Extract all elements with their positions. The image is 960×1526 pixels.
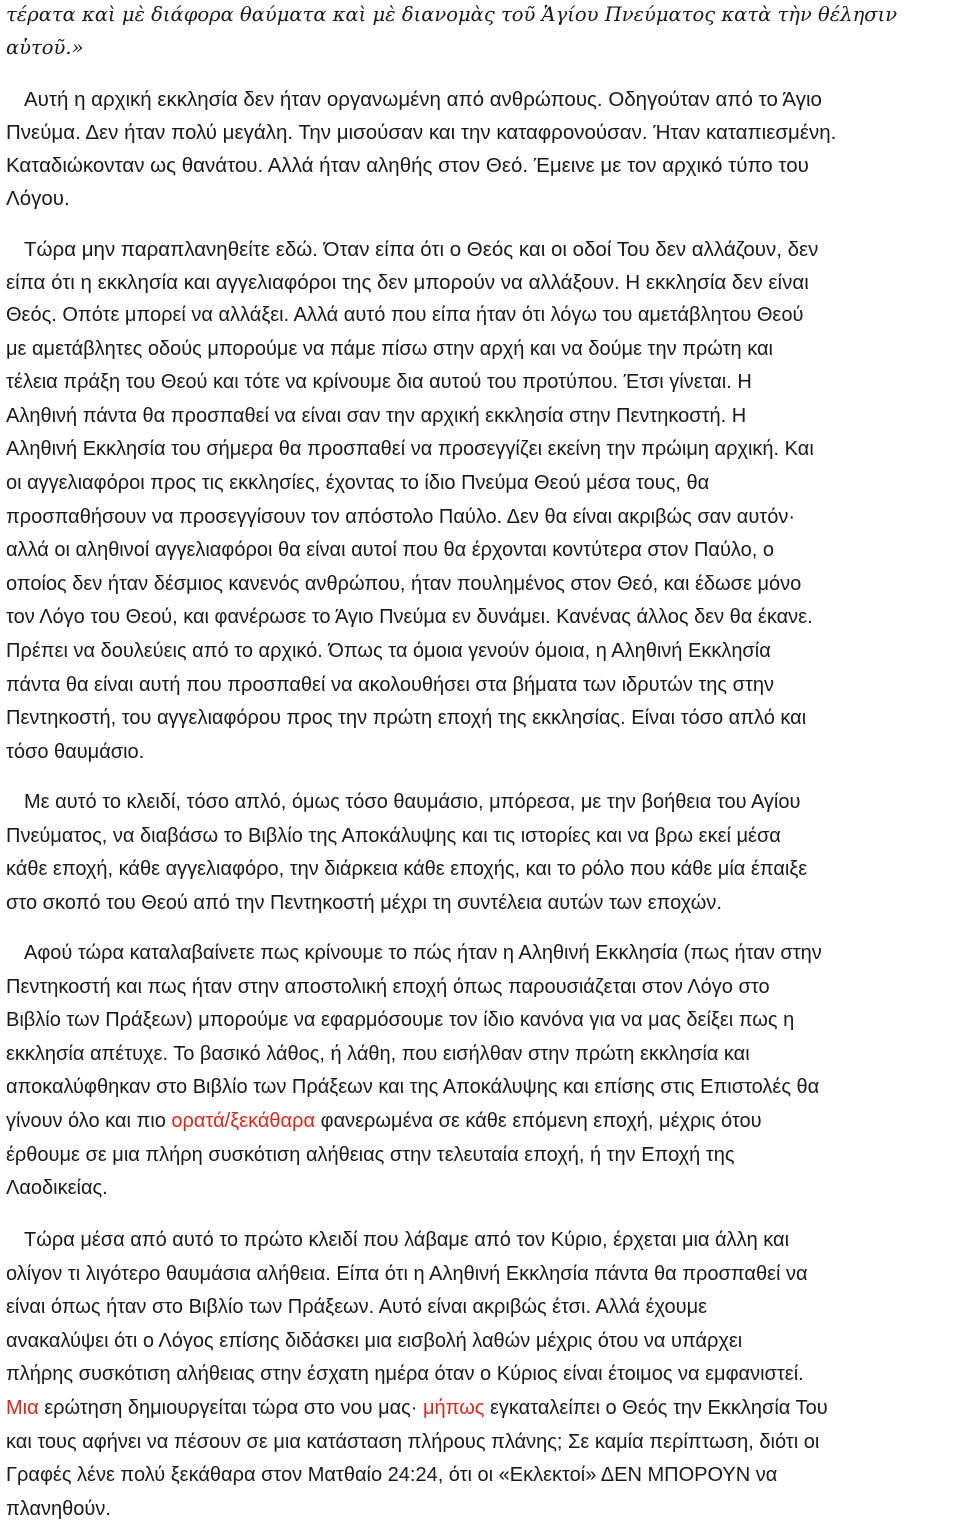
text-line: και τους αφήνει να πέσουν σε μια κατάσταση πλήρους πλάνης; Σε καμία περίπτωση, διότι οι bbox=[6, 1430, 820, 1453]
text-line: Με αυτό το κλειδί, τόσο απλό, όμως τόσο θαυμάσιο, μπόρεσα, με την βοήθεια του Αγίου bbox=[24, 791, 801, 813]
text-line: πλήρης συσκότιση αλήθειας στην έσχατη ημέρα όταν ο Κύριος είναι έτοιμος να εμφανιστεί. bbox=[6, 1363, 804, 1386]
paragraph-2-intro bbox=[6, 233, 819, 299]
quote-line: αὑτοῦ.» bbox=[6, 36, 84, 59]
paragraph-3 bbox=[6, 786, 807, 920]
text-line: Αληθινή πάντα θα προσπαθεί να είναι σαν την αρχική εκκλησία στην Πεντηκοστή. Η bbox=[6, 404, 747, 427]
text-line: Βιβλίο των Πράξεων) μπορούμε να εφαρμόσουμε τον ίδιο κανόνα για να μας δείξει πως η bbox=[6, 1009, 795, 1032]
text-line-with-highlight bbox=[6, 1392, 828, 1426]
text-line: Πρέπει να δουλεύεις από το αρχικό. Όπως τα όμοια γενούν όμοια, η Αληθινή Εκκλησία bbox=[6, 639, 771, 662]
text-line: Θεός. Οπότε μπορεί να αλλάξει. Αλλά αυτό που είπα ήταν ότι λόγω του αμετάβλητου Θεού bbox=[6, 304, 804, 326]
text-line: Πνεύμα. Δεν ήταν πολύ μεγάλη. Την μισούσαν και την καταφρονούσαν. Ήταν καταπιεσμένη. bbox=[6, 121, 837, 144]
text-line: τέλεια πράξη του Θεού και τότε να κρίνουμε δια αυτού του προτύπου. Έτσι γίνεται. Η bbox=[6, 371, 752, 394]
text-line-with-highlight bbox=[6, 1105, 822, 1139]
highlighted-text: Μια bbox=[6, 1396, 39, 1419]
text-line: Γραφές λένε πολύ ξεκάθαρα στον Ματθαίο 24:24, ότι οι «Εκλεκτοί» ΔΕΝ ΜΠΟΡΟΥΝ να bbox=[6, 1464, 778, 1487]
text-line: Πεντηκοστή και πως ήταν στην αποστολική εποχή όπως παρουσιάζεται στον Λόγο στο bbox=[6, 975, 770, 998]
text-line: αλλά οι αληθινοί αγγελιαφόροι θα είναι αυτοί που θα έρχονται κοντύτερα στον Παύλο, ο bbox=[6, 539, 774, 562]
text-segment: γίνουν όλο και πιο bbox=[6, 1109, 172, 1132]
text-line: με αμετάβλητες οδούς μπορούμε να πάμε πίσω στην αρχή και να δούμε την πρώτη και bbox=[6, 337, 773, 360]
text-segment: ερώτηση δημιουργείται τώρα στο νου μας· bbox=[38, 1396, 424, 1419]
text-line: Πεντηκοστή, του αγγελιαφόρου προς την πρώτη εποχή της εκκλησίας. Είναι τόσο απλό και bbox=[6, 707, 807, 730]
text-line: είπα ότι η εκκλησία και αγγελιαφόροι της δεν μπορούν να αλλάξουν. Η εκκλησία δεν είναι bbox=[6, 271, 809, 294]
text-segment: εγκαταλείπει ο Θεός την Εκκλησία Του bbox=[484, 1396, 828, 1419]
text-segment: φανερωμένα σε κάθε επόμενη εποχή, μέχρις ότου bbox=[315, 1109, 762, 1132]
highlighted-text: ορατά/ξεκάθαρα bbox=[171, 1109, 316, 1132]
paragraph-4 bbox=[6, 937, 822, 1206]
text-line: κάθε εποχή, κάθε αγγελιαφόρο, την διάρκεια κάθε εποχής, και το ρόλο που κάθε μία έπαιξε bbox=[6, 858, 808, 881]
text-line: ανακαλύψει ότι ο Λόγος επίσης διδάσκει μια εισβολή λαθών μέχρις ότου να υπάρχει bbox=[6, 1329, 743, 1352]
text-line: εκκλησία απέτυχε. Το βασικό λάθος, ή λάθη, που εισήλθαν στην πρώτη εκκλησία και bbox=[6, 1042, 750, 1065]
text-line: πάντα θα είναι αυτή που προσπαθεί να ακολουθήσει στα βήματα των ιδρυτών της στην bbox=[6, 673, 774, 696]
paragraph-5 bbox=[6, 1224, 828, 1526]
text-line: Αυτή η αρχική εκκλησία δεν ήταν οργανωμένη από ανθρώπους. Οδηγούταν από το Άγιο bbox=[24, 88, 822, 111]
intro-quote bbox=[6, 0, 897, 64]
text-line: Αφού τώρα καταλαβαίνετε πως κρίνουμε το πώς ήταν η Αληθινή Εκκλησία (πως ήταν στην bbox=[24, 942, 822, 964]
text-line: Πνεύματος, να διαβάσω το Βιβλίο της Αποκάλυψης και τις ιστορίες και να βρω εκεί μέσα bbox=[6, 824, 781, 847]
quote-line: τέρατα καὶ μὲ διάφορα θαύματα καὶ μὲ διανομὰς τοῦ Ἁγίου Πνεύματος κατὰ τὴν θέλησιν bbox=[6, 3, 898, 26]
text-line: αποκαλύφθηκαν στο Βιβλίο των Πράξεων και της Αποκάλυψης και επίσης στις Επιστολές θα bbox=[6, 1076, 820, 1099]
text-line: ολίγον τι λιγότερο θαυμάσια αλήθεια. Είπα ότι η Αληθινή Εκκλησία πάντα θα προσπαθεί να bbox=[6, 1262, 808, 1285]
text-line: οποίος δεν ήταν δέσμιος κανενός ανθρώπου, ήταν πουλημένος στον Θεό, και έδωσε μόνο bbox=[6, 572, 802, 595]
text-line: Λόγου. bbox=[6, 187, 70, 210]
text-line: είναι όπως ήταν στο Βιβλίο των Πράξεων. Αυτό είναι ακριβώς έτσι. Αλλά έχουμε bbox=[6, 1296, 708, 1319]
highlighted-text: μήπως bbox=[423, 1396, 485, 1419]
text-line: Αληθινή Εκκλησία του σήμερα θα προσπαθεί να προσεγγίζει εκείνη την πρώιμη αρχική. Και bbox=[6, 438, 814, 461]
text-line: Τώρα μην παραπλανηθείτε εδώ. Όταν είπα ότι ο Θεός και οι οδοί Του δεν αλλάζουν, δεν bbox=[24, 238, 819, 261]
text-line: Λαοδικείας. bbox=[6, 1177, 108, 1200]
text-line: προσπαθήσουν να προσεγγίσουν τον απόστολο Παύλο. Δεν θα είναι ακριβώς σαν αυτόν· bbox=[6, 505, 795, 528]
text-line: Τώρα μέσα από αυτό το πρώτο κλειδί που λάβαμε από τον Κύριο, έρχεται μια άλλη και bbox=[24, 1229, 790, 1251]
paragraph-1 bbox=[6, 83, 837, 215]
text-line: τόσο θαυμάσιο. bbox=[6, 740, 145, 763]
text-line: στο σκοπό του Θεού από την Πεντηκοστή μέχρι τη συντέλεια αυτών των εποχών. bbox=[6, 891, 722, 914]
paragraph-2-body bbox=[6, 299, 814, 769]
text-line: έρθουμε σε μια πλήρη συσκότιση αλήθειας στην τελευταία εποχή, ή την Εποχή της bbox=[6, 1143, 735, 1166]
text-line: οι αγγελιαφόροι προς τις εκκλησίες, έχοντας το ίδιο Πνεύμα Θεού μέσα τους, θα bbox=[6, 471, 710, 494]
text-line: Καταδιώκονταν ως θανάτου. Αλλά ήταν αληθής στον Θεό. Έμεινε με τον αρχικό τύπο του bbox=[6, 154, 809, 177]
text-line: πλανηθούν. bbox=[6, 1497, 111, 1520]
text-line: τον Λόγο του Θεού, και φανέρωσε το Άγιο Πνεύμα εν δυνάμει. Κανένας άλλος δεν θα έκανε. bbox=[6, 606, 813, 629]
